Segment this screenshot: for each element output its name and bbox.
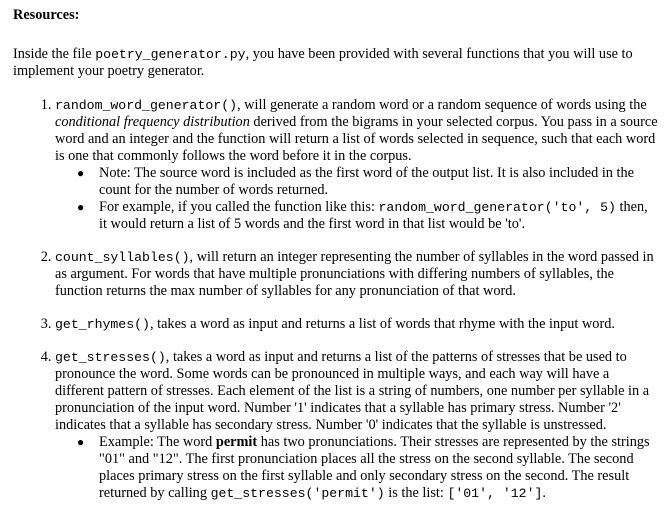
code-snippet: random_word_generator('to', 5) <box>378 200 616 215</box>
emphasis-text: conditional frequency distribution <box>55 114 250 130</box>
sub-bullet-list <box>55 434 659 502</box>
bullet-text: then, it would return a list of 5 words and the first word in that list would be 'to'. <box>99 199 648 232</box>
bullet-text: is the list: <box>384 485 448 501</box>
list-item-get-rhymes <box>55 316 659 333</box>
bold-word: permit <box>215 434 258 450</box>
function-name: get_stresses() <box>55 350 166 365</box>
document <box>13 7 659 502</box>
intro-suffix: , you have been provided with several functions that you will use to implement your poetry generator. <box>13 46 633 79</box>
bullet-text: has two pronunciations. Their stresses are represented by the strings "01" and "12". The first pronunciation places all the stress on the second syllable. The second places primary stress on the first syllable and only secondary stress on the second. The result returned by calling <box>99 434 650 501</box>
bullet-icon: ● <box>77 435 85 449</box>
list-item-get-stresses <box>55 349 659 502</box>
item-text: , will return an integer representing the number of syllables in the word passed in as argument. For words that have multiple pronunciations with differing numbers of syllables, the function returns the max number of syllables for any pronunciation of that word. <box>55 249 654 299</box>
function-name: get_rhymes() <box>55 317 150 332</box>
sub-bullet-item <box>77 165 659 199</box>
function-name: random_word_generator() <box>55 98 238 113</box>
list-item-random-word-generator <box>55 97 659 233</box>
list-item-count-syllables <box>55 249 659 300</box>
function-name: count_syllables() <box>55 250 190 265</box>
sub-bullet-list <box>55 165 659 233</box>
bullet-text: . <box>542 485 546 501</box>
bullet-text: For example, if you called the function like this: <box>99 199 379 215</box>
filename: poetry_generator.py <box>95 47 246 62</box>
code-snippet: ['01', '12'] <box>447 486 543 501</box>
sub-bullet-item <box>77 434 659 502</box>
bullet-icon: ● <box>77 200 85 214</box>
item-text: , takes a word as input and returns a list of the patterns of stresses that be used to pronounce the word. Some words can be pronounced in multiple ways, and each way will have a different pattern of stresses. Each element of the list is a string of numbers, one number per syllable in a pronunciation of the input word. Number '1' indicates that a syllable has primary stress. Number '2' indicates that a syllable has secondary stress. Number '0' indicates that the syllable is unstressed. <box>55 349 650 433</box>
bullet-text: Note: The source word is included as the first word of the output list. It is also included in the count for the number of words returned. <box>99 165 634 198</box>
sub-bullet-item <box>77 199 659 233</box>
bullet-text: Example: The word <box>99 434 216 450</box>
item-text: , will generate a random word or a random sequence of words using the <box>237 97 647 113</box>
intro-paragraph <box>13 46 659 80</box>
bullet-icon: ● <box>77 166 85 180</box>
resources-heading: Resources: <box>13 7 80 23</box>
item-text: derived from the bigrams in your selected corpus. You pass in a source word and an integer and the function will return a list of words selected in sequence, such that each word is one that commonly follows the word before it in the corpus. <box>55 114 658 164</box>
intro-prefix: Inside the file <box>13 46 96 62</box>
code-snippet: get_stresses('permit') <box>210 486 385 501</box>
function-list <box>13 97 659 502</box>
item-text: , takes a word as input and returns a list of words that rhyme with the input word. <box>149 316 615 332</box>
